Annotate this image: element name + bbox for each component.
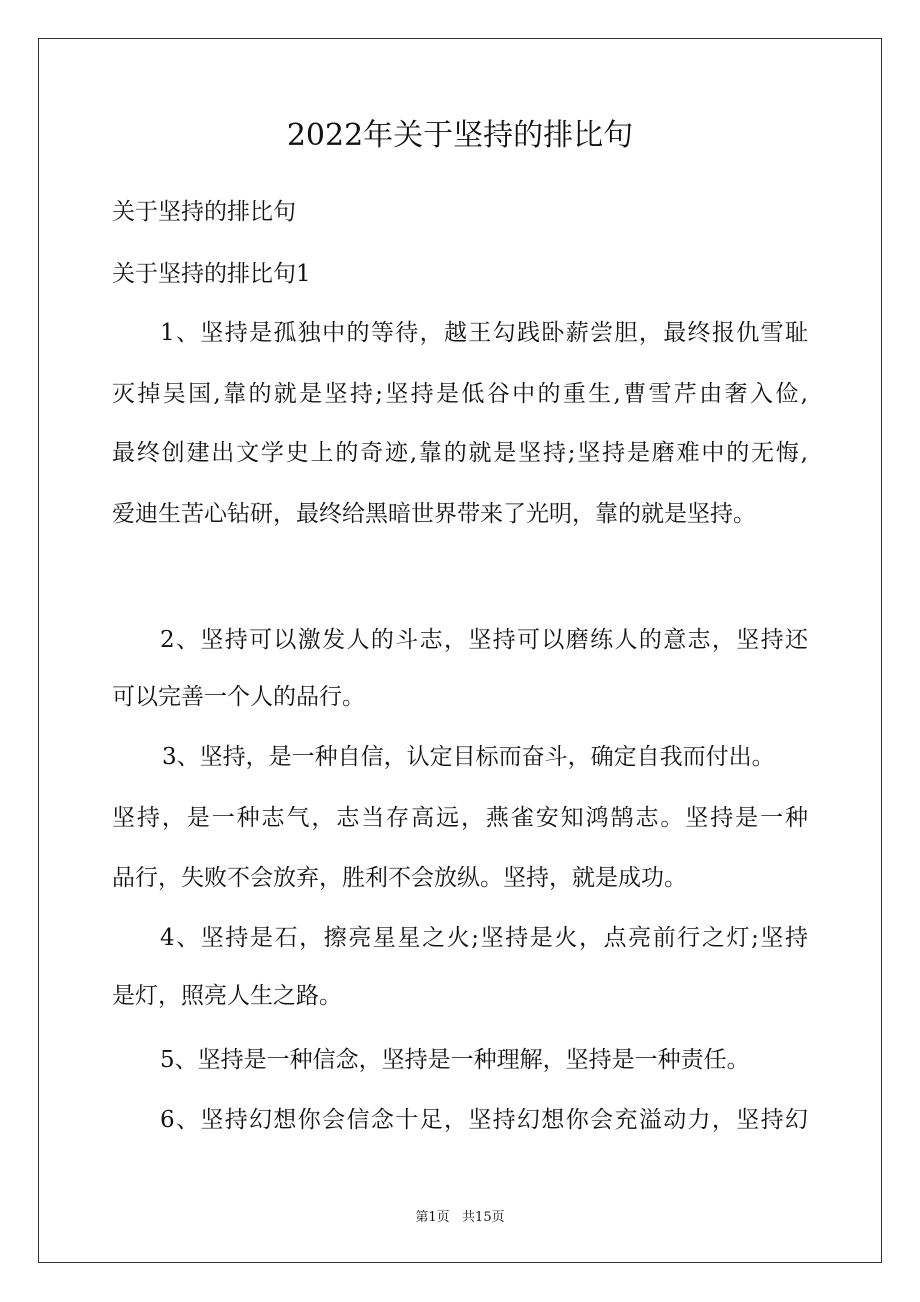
paragraph-line: 是灯，照亮人生之路。: [112, 983, 342, 1009]
paragraph-line: 3、坚持，是一种自信，认定目标而奋斗，确定自我而付出。: [162, 744, 775, 770]
paragraph-line: 5、坚持是一种信念，坚持是一种理解，坚持是一种责任。: [160, 1047, 750, 1073]
subsection-heading: 关于坚持的排比句1: [112, 261, 311, 287]
document-title: 2022年关于坚持的排比句: [286, 118, 634, 153]
paragraph-line: 4、坚持是石，擦亮星星之火;坚持是火，点亮前行之灯;坚持: [160, 925, 808, 951]
paragraph-line: 坚持，是一种志气，志当存高远，燕雀安知鸿鹄志。坚持是一种: [112, 805, 808, 831]
paragraph-line: 可以完善一个人的品行。: [112, 684, 365, 710]
section-heading: 关于坚持的排比句: [112, 199, 296, 225]
paragraph-line: 爱迪生苦心钻研，最终给黑暗世界带来了光明，靠的就是坚持。: [112, 501, 756, 527]
paragraph-line: 最终创建出文学史上的奇迹,靠的就是坚持;坚持是磨难中的无悔,: [112, 440, 808, 466]
paragraph-line: 2、坚持可以激发人的斗志，坚持可以磨练人的意志，坚持还: [160, 627, 808, 653]
paragraph-line: 品行，失败不会放弃，胜利不会放纵。坚持，就是成功。: [112, 865, 687, 891]
page-footer: 第1页 共15页: [415, 1210, 505, 1225]
paragraph-line: 1、坚持是孤独中的等待，越王勾践卧薪尝胆，最终报仇雪耻: [160, 320, 808, 346]
paragraph-line: 灭掉吴国,靠的就是坚持;坚持是低谷中的重生,曹雪芹由奢入俭,: [112, 381, 808, 407]
paragraph-line: 6、坚持幻想你会信念十足，坚持幻想你会充溢动力，坚持幻: [160, 1107, 808, 1133]
